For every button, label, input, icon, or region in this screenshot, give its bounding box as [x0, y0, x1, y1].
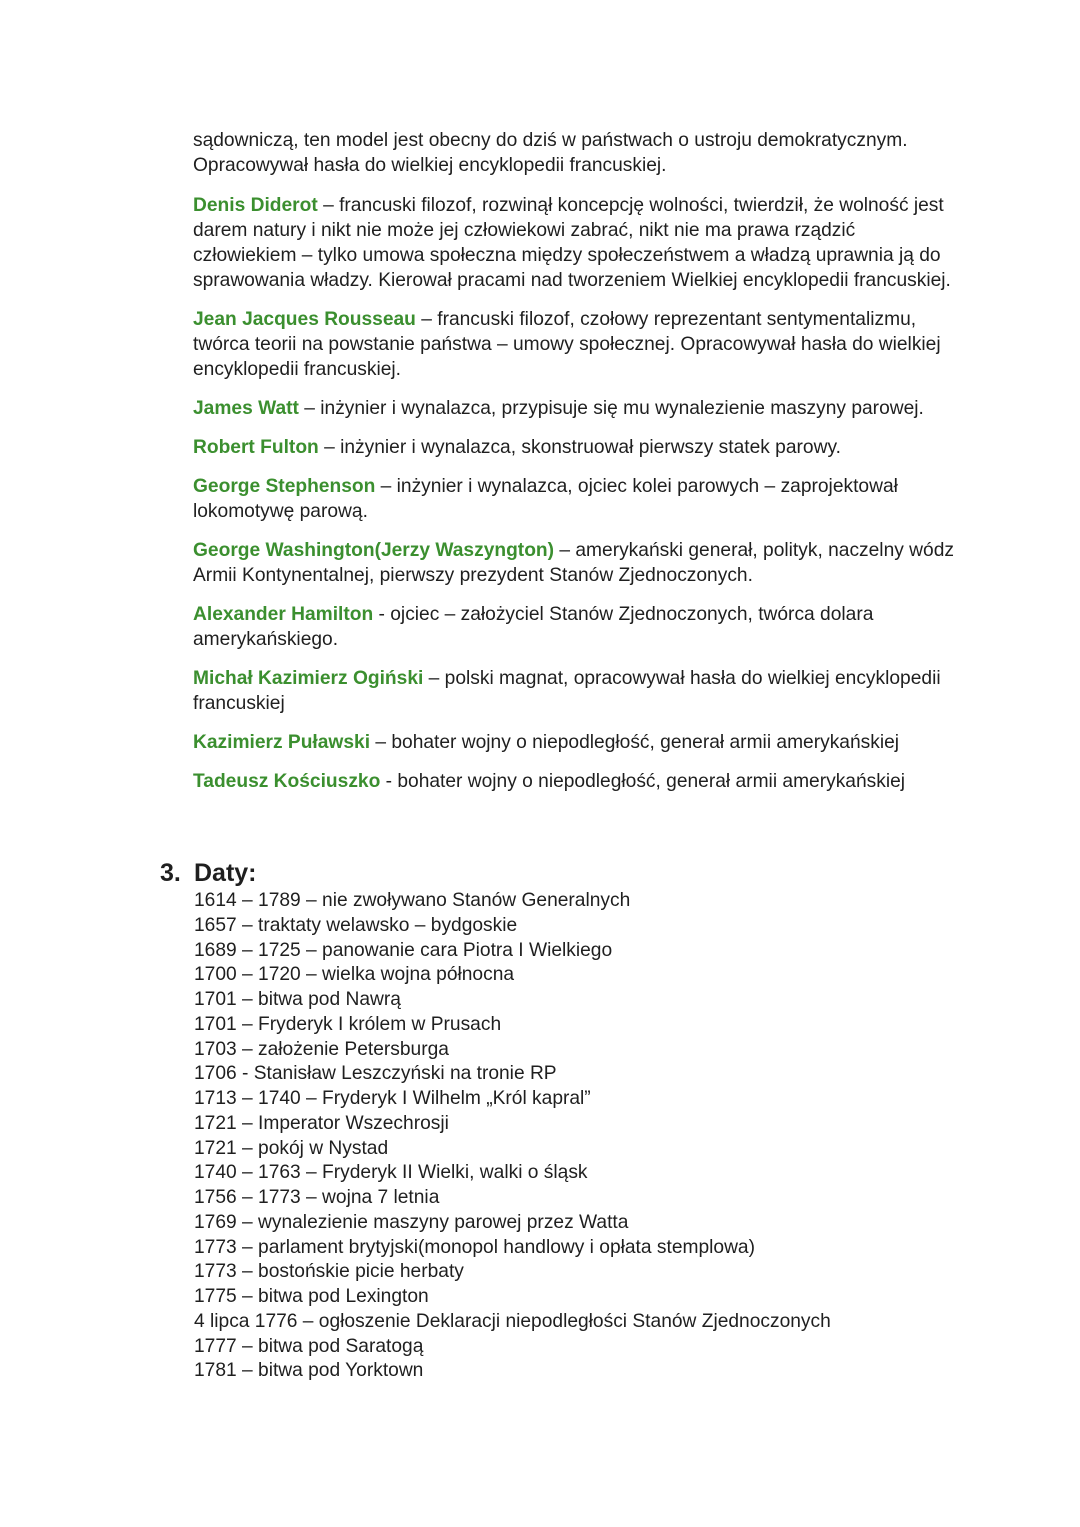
date-item: 1756 – 1773 – wojna 7 letnia: [194, 1187, 440, 1208]
date-item: 1773 – parlament brytyjski(monopol handlowy i opłata stemplowa): [194, 1236, 755, 1258]
date-item: 1721 – pokój w Nystad: [194, 1137, 389, 1159]
person-name: George Washington(Jerzy Waszyngton): [193, 540, 555, 561]
people-list: [193, 193, 963, 808]
date-item: 4 lipca 1776 – ogłoszenie Deklaracji niepodległości Stanów Zjednoczonych: [194, 1310, 831, 1332]
person-entry: [193, 396, 963, 421]
date-item: 1773 – bostońskie picie herbaty: [194, 1261, 464, 1283]
person-description: - ojciec – założyciel Stanów Zjednoczonych, twórca dolara amerykańskiego.: [193, 604, 874, 650]
date-item: 1701 – Fryderyk I królem w Prusach: [194, 1013, 502, 1035]
intro-paragraph: [193, 128, 973, 178]
date-item: 1775 – bitwa pod Lexington: [194, 1286, 429, 1307]
date-item: 1769 – wynalezienie maszyny parowej przez Watta: [194, 1211, 629, 1233]
person-entry: [193, 730, 963, 755]
person-entry: [193, 474, 963, 524]
date-item: 1781 – bitwa pod Yorktown: [194, 1360, 424, 1382]
person-entry: [193, 602, 963, 652]
person-name: Denis Diderot: [193, 195, 318, 216]
date-item: 1721 – Imperator Wszechrosji: [194, 1112, 449, 1134]
date-item: 1777 – bitwa pod Saratogą: [194, 1335, 424, 1357]
date-item: 1713 – 1740 – Fryderyk I Wilhelm „Król kapral”: [194, 1088, 591, 1109]
date-item: 1700 – 1720 – wielka wojna północna: [194, 964, 515, 986]
person-entry: [193, 538, 963, 588]
person-name: Jean Jacques Rousseau: [193, 309, 416, 330]
date-item: 1657 – traktaty welawsko – bydgoskie: [194, 914, 518, 936]
person-description: – polski magnat, opracowywał hasła do wielkiej encyklopedii francuskiej: [193, 668, 941, 714]
section-title: Daty:: [194, 859, 257, 887]
person-name: Alexander Hamilton: [193, 604, 374, 625]
intro-line-2: Opracowywał hasła do wielkiej encyklopedii francuskiej.: [193, 155, 667, 176]
person-name: Robert Fulton: [193, 437, 319, 458]
person-entry: [193, 307, 963, 382]
person-description: – inżynier i wynalazca, skonstruował pierwszy statek parowy.: [318, 437, 841, 458]
person-description: – francuski filozof, czołowy reprezentant sentymentalizmu, twórca teorii na powstanie państwa – umowy społecznej. Opracowywał hasła do wielkiej encyklopedii francuskiej.: [193, 309, 941, 380]
section-number: 3.: [160, 859, 181, 887]
person-description: – francuski filozof, rozwinął koncepcję wolności, twierdził, że wolność jest darem natury i nikt nie może jej człowiekowi zabrać, nikt nie ma prawa rządzić człowiekiem – tylko umowa społeczna między społeczeństwem a władzą uprawnia ją do sprawowania władzy. Kierował pracami nad tworzeniem Wielkiej encyklopedii francuskiej.: [193, 195, 951, 291]
person-entry: [193, 769, 963, 794]
person-entry: [193, 666, 963, 716]
person-entry: [193, 193, 963, 293]
person-entry: [193, 435, 963, 460]
date-item: 1689 – 1725 – panowanie cara Piotra I Wielkiego: [194, 939, 613, 961]
person-name: James Watt: [193, 398, 299, 419]
person-description: - bohater wojny o niepodległość, generał armii amerykańskiej: [380, 771, 906, 792]
date-item: 1706 - Stanisław Leszczyński na tronie RP: [194, 1063, 557, 1085]
person-description: – bohater wojny o niepodległość, generał armii amerykańskiej: [370, 732, 900, 753]
date-item: 1701 – bitwa pod Nawrą: [194, 989, 401, 1010]
person-name: George Stephenson: [193, 476, 376, 497]
person-description: – inżynier i wynalazca, przypisuje się mu wynalezienie maszyny parowej.: [298, 398, 924, 419]
intro-line-1: sądowniczą, ten model jest obecny do dziś w państwach o ustroju demokratycznym.: [193, 130, 908, 151]
date-item: 1703 – założenie Petersburga: [194, 1038, 449, 1060]
dates-section-heading: [160, 857, 257, 889]
person-name: Michał Kazimierz Ogiński: [193, 668, 424, 689]
date-item: 1614 – 1789 – nie zwoływano Stanów Generalnych: [194, 890, 631, 911]
dates-list: [194, 889, 994, 1384]
date-item: 1740 – 1763 – Fryderyk II Wielki, walki o śląsk: [194, 1162, 588, 1184]
person-name: Tadeusz Kościuszko: [193, 771, 381, 792]
person-description: – amerykański generał, polityk, naczelny wódz Armii Kontynentalnej, pierwszy prezydent Stanów Zjednoczonych.: [193, 540, 954, 586]
person-description: – inżynier i wynalazca, ojciec kolei parowych – zaprojektował lokomotywę parową.: [193, 476, 898, 522]
person-name: Kazimierz Puławski: [193, 732, 371, 753]
